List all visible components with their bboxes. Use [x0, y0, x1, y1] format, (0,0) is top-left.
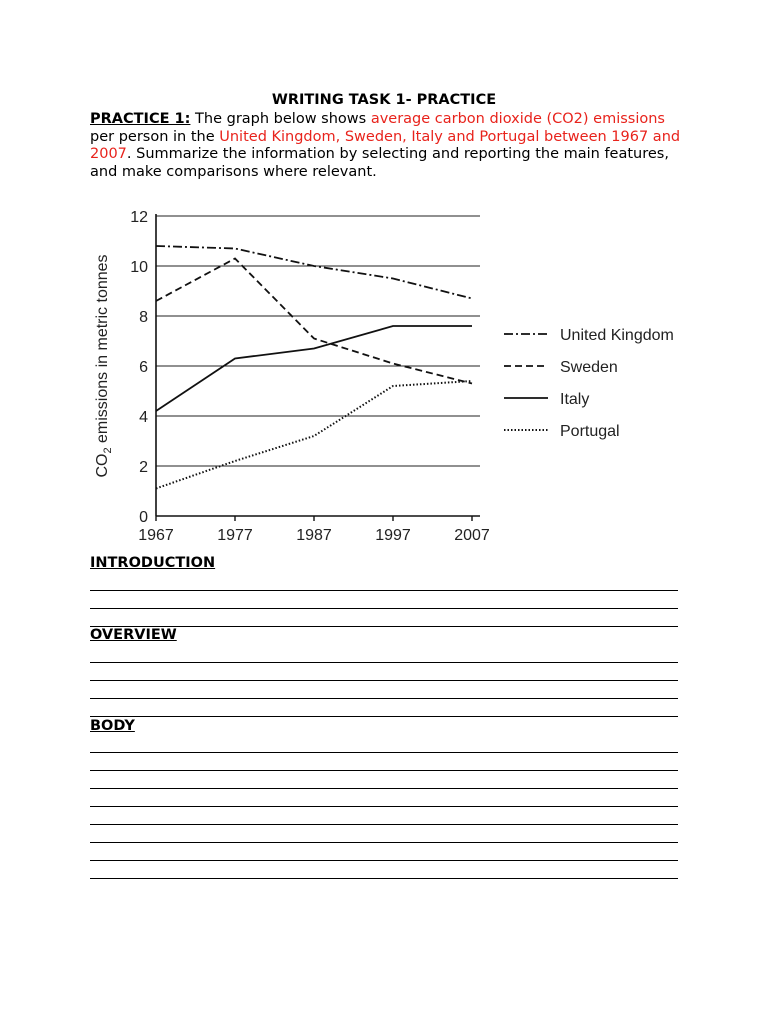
writing-line[interactable] [90, 842, 678, 843]
writing-line[interactable] [90, 788, 678, 789]
section-heading-0: INTRODUCTION [90, 555, 216, 571]
y-tick-label-8: 8 [139, 309, 148, 326]
writing-line[interactable] [90, 698, 678, 699]
y-axis-label: $CO_2$ emissions in metric tonnes [94, 254, 114, 478]
prompt-text-1: The graph below shows [190, 111, 371, 127]
writing-line[interactable] [90, 824, 678, 825]
writing-line[interactable] [90, 770, 678, 771]
legend-label-sweden: Sweden [560, 359, 618, 376]
y-tick-label-2: 2 [139, 459, 148, 476]
writing-line[interactable] [90, 626, 678, 627]
series-line-portugal [156, 381, 472, 489]
co2-line-chart [88, 198, 698, 550]
writing-line[interactable] [90, 716, 678, 717]
writing-line[interactable] [90, 860, 678, 861]
prompt-highlight-topic: average carbon dioxide (CO2) emissions [370, 111, 665, 127]
writing-line[interactable] [90, 806, 678, 807]
writing-line[interactable] [90, 590, 678, 591]
x-tick-label-1987: 1987 [296, 527, 332, 544]
section-heading-2: BODY [90, 718, 135, 734]
writing-line[interactable] [90, 680, 678, 681]
y-tick-label-4: 4 [139, 409, 148, 426]
y-tick-label-6: 6 [139, 359, 148, 376]
legend-label-united-kingdom: United Kingdom [560, 327, 674, 344]
writing-line[interactable] [90, 752, 678, 753]
prompt-highlight-countries: United Kingdom, Sweden, Italy and Portugal between 1967 and 2007 [90, 128, 681, 162]
x-tick-label-1977: 1977 [217, 527, 253, 544]
section-heading-1: OVERVIEW [90, 627, 177, 643]
x-tick-label-1997: 1997 [375, 527, 411, 544]
series-line-united-kingdom [156, 246, 472, 299]
practice-prompt [90, 111, 690, 181]
x-tick-label-2007: 2007 [454, 527, 490, 544]
page-title: WRITING TASK 1- PRACTICE [271, 92, 497, 108]
prompt-text-3: . Summarize the information by selecting and reporting the main features, and make comparisons where relevant. [90, 146, 669, 180]
prompt-text-2: per person in the [90, 128, 220, 145]
writing-line[interactable] [90, 662, 678, 663]
legend-label-italy: Italy [560, 391, 590, 408]
series-line-sweden [156, 259, 472, 384]
y-tick-label-12: 12 [130, 209, 148, 226]
x-tick-label-1967: 1967 [138, 527, 174, 544]
legend-label-portugal: Portugal [560, 423, 620, 440]
y-tick-label-0: 0 [139, 509, 148, 526]
y-tick-label-10: 10 [130, 259, 148, 276]
writing-line[interactable] [90, 608, 678, 609]
practice-label: PRACTICE 1: [90, 111, 191, 127]
writing-line[interactable] [90, 878, 678, 879]
